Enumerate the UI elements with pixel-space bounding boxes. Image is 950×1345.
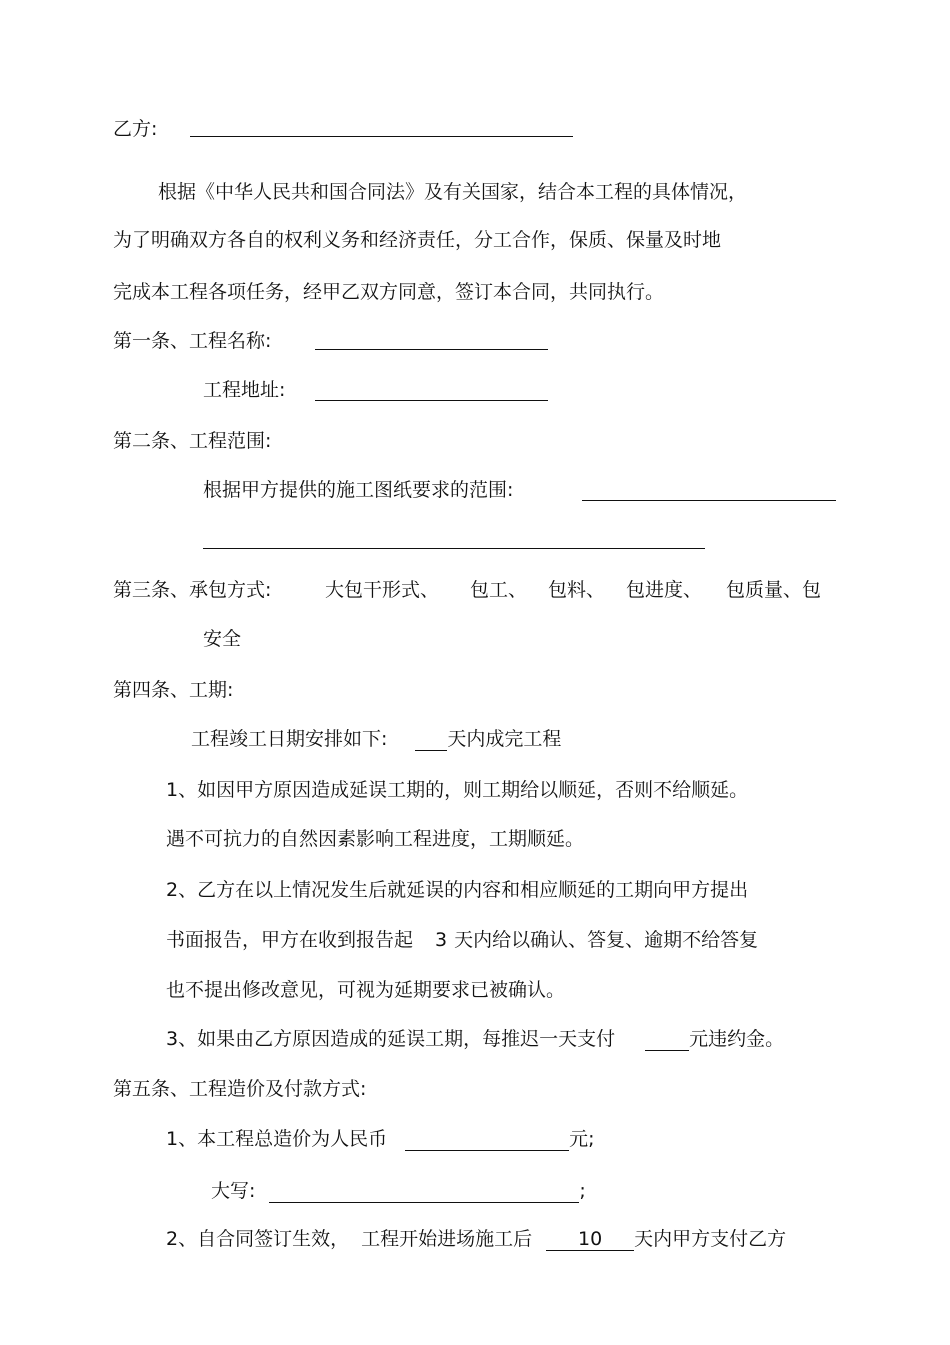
completion-post: 天内成完工程 — [447, 728, 562, 750]
contract-mode-cont: 安全 — [203, 628, 242, 650]
intro-line-1: 根据《中华人民共和国合同法》及有关国家，结合本工程的具体情况， — [158, 181, 748, 203]
party-b-label: 乙方: — [113, 118, 158, 140]
intro-line-3: 完成本工程各项任务，经甲乙双方同意，签订本合同，共同执行。 — [113, 281, 665, 303]
project-address-blank[interactable] — [315, 400, 548, 401]
art4-p2-line-3: 也不提出修改意见，可视为延期要求已被确认。 — [166, 979, 566, 1001]
party-b-blank[interactable] — [190, 136, 573, 137]
total-price-blank[interactable] — [405, 1128, 569, 1151]
art5-p1-pre: 1、本工程总造价为人民币 — [166, 1128, 388, 1150]
art2-label: 第二条、工程范围: — [113, 430, 272, 452]
daxie-label: 大写: — [211, 1180, 256, 1202]
art4-p2-pre: 书面报告，甲方在收到报告起 — [166, 929, 414, 951]
completion-pre: 工程竣工日期安排如下: — [191, 728, 388, 750]
contract-mode-item: 包工、 — [470, 579, 528, 601]
art4-p2-post: 天内给以确认、答复、逾期不给答复 — [454, 929, 759, 951]
scope-blank-2[interactable] — [203, 548, 705, 549]
contract-mode-item: 包质量、包 — [726, 579, 822, 601]
art5-label: 第五条、工程造价及付款方式: — [113, 1078, 367, 1100]
completion-days-blank[interactable] — [415, 728, 447, 751]
art4-p3-post: 元违约金。 — [689, 1028, 785, 1050]
art1-label: 第一条、工程名称: — [113, 330, 272, 352]
project-address-label: 工程地址: — [203, 379, 286, 401]
completion-line — [191, 727, 561, 751]
art5-p1-line — [166, 1127, 595, 1151]
art5-p2-post: 天内甲方支付乙方 — [634, 1228, 787, 1250]
project-name-blank[interactable] — [315, 349, 548, 350]
art4-p3-line — [166, 1027, 784, 1051]
report-days: 3 — [435, 929, 448, 951]
contract-mode-item: 包料、 — [548, 579, 606, 601]
art5-p2-mid: 工程开始进场施工后 — [361, 1228, 533, 1250]
art5-p2-pre: 2、自合同签订生效， — [166, 1228, 350, 1250]
daxie-post: ; — [579, 1180, 586, 1202]
scope-blank-1[interactable] — [582, 500, 836, 501]
contract-mode-item: 大包干形式、 — [325, 579, 440, 601]
penalty-amount-blank[interactable] — [645, 1028, 689, 1051]
advance-days-value: 10 — [546, 1228, 634, 1251]
art4-p1-line-1: 1、如因甲方原因造成延误工期的，则工期给以顺延，否则不给顺延。 — [166, 779, 749, 801]
art5-p1-post: 元; — [569, 1128, 595, 1150]
art4-p2-line-2 — [166, 928, 758, 952]
art4-p1-line-2: 遇不可抗力的自然因素影响工程进度，工期顺延。 — [166, 828, 585, 850]
art3-label: 第三条、承包方式: — [113, 579, 272, 601]
scope-label: 根据甲方提供的施工图纸要求的范围: — [203, 479, 514, 501]
intro-line-2: 为了明确双方各自的权利义务和经济责任，分工合作，保质、保量及时地 — [113, 229, 722, 251]
art4-label: 第四条、工期: — [113, 679, 234, 701]
art5-p2-line — [166, 1227, 786, 1251]
art4-p2-line-1: 2、乙方在以上情况发生后就延误的内容和相应顺延的工期向甲方提出 — [166, 879, 749, 901]
contract-mode-item: 包进度、 — [626, 579, 703, 601]
daxie-blank[interactable] — [269, 1180, 579, 1203]
art4-p3-pre: 3、如果由乙方原因造成的延误工期，每推迟一天支付 — [166, 1028, 616, 1050]
daxie-line — [211, 1179, 586, 1203]
